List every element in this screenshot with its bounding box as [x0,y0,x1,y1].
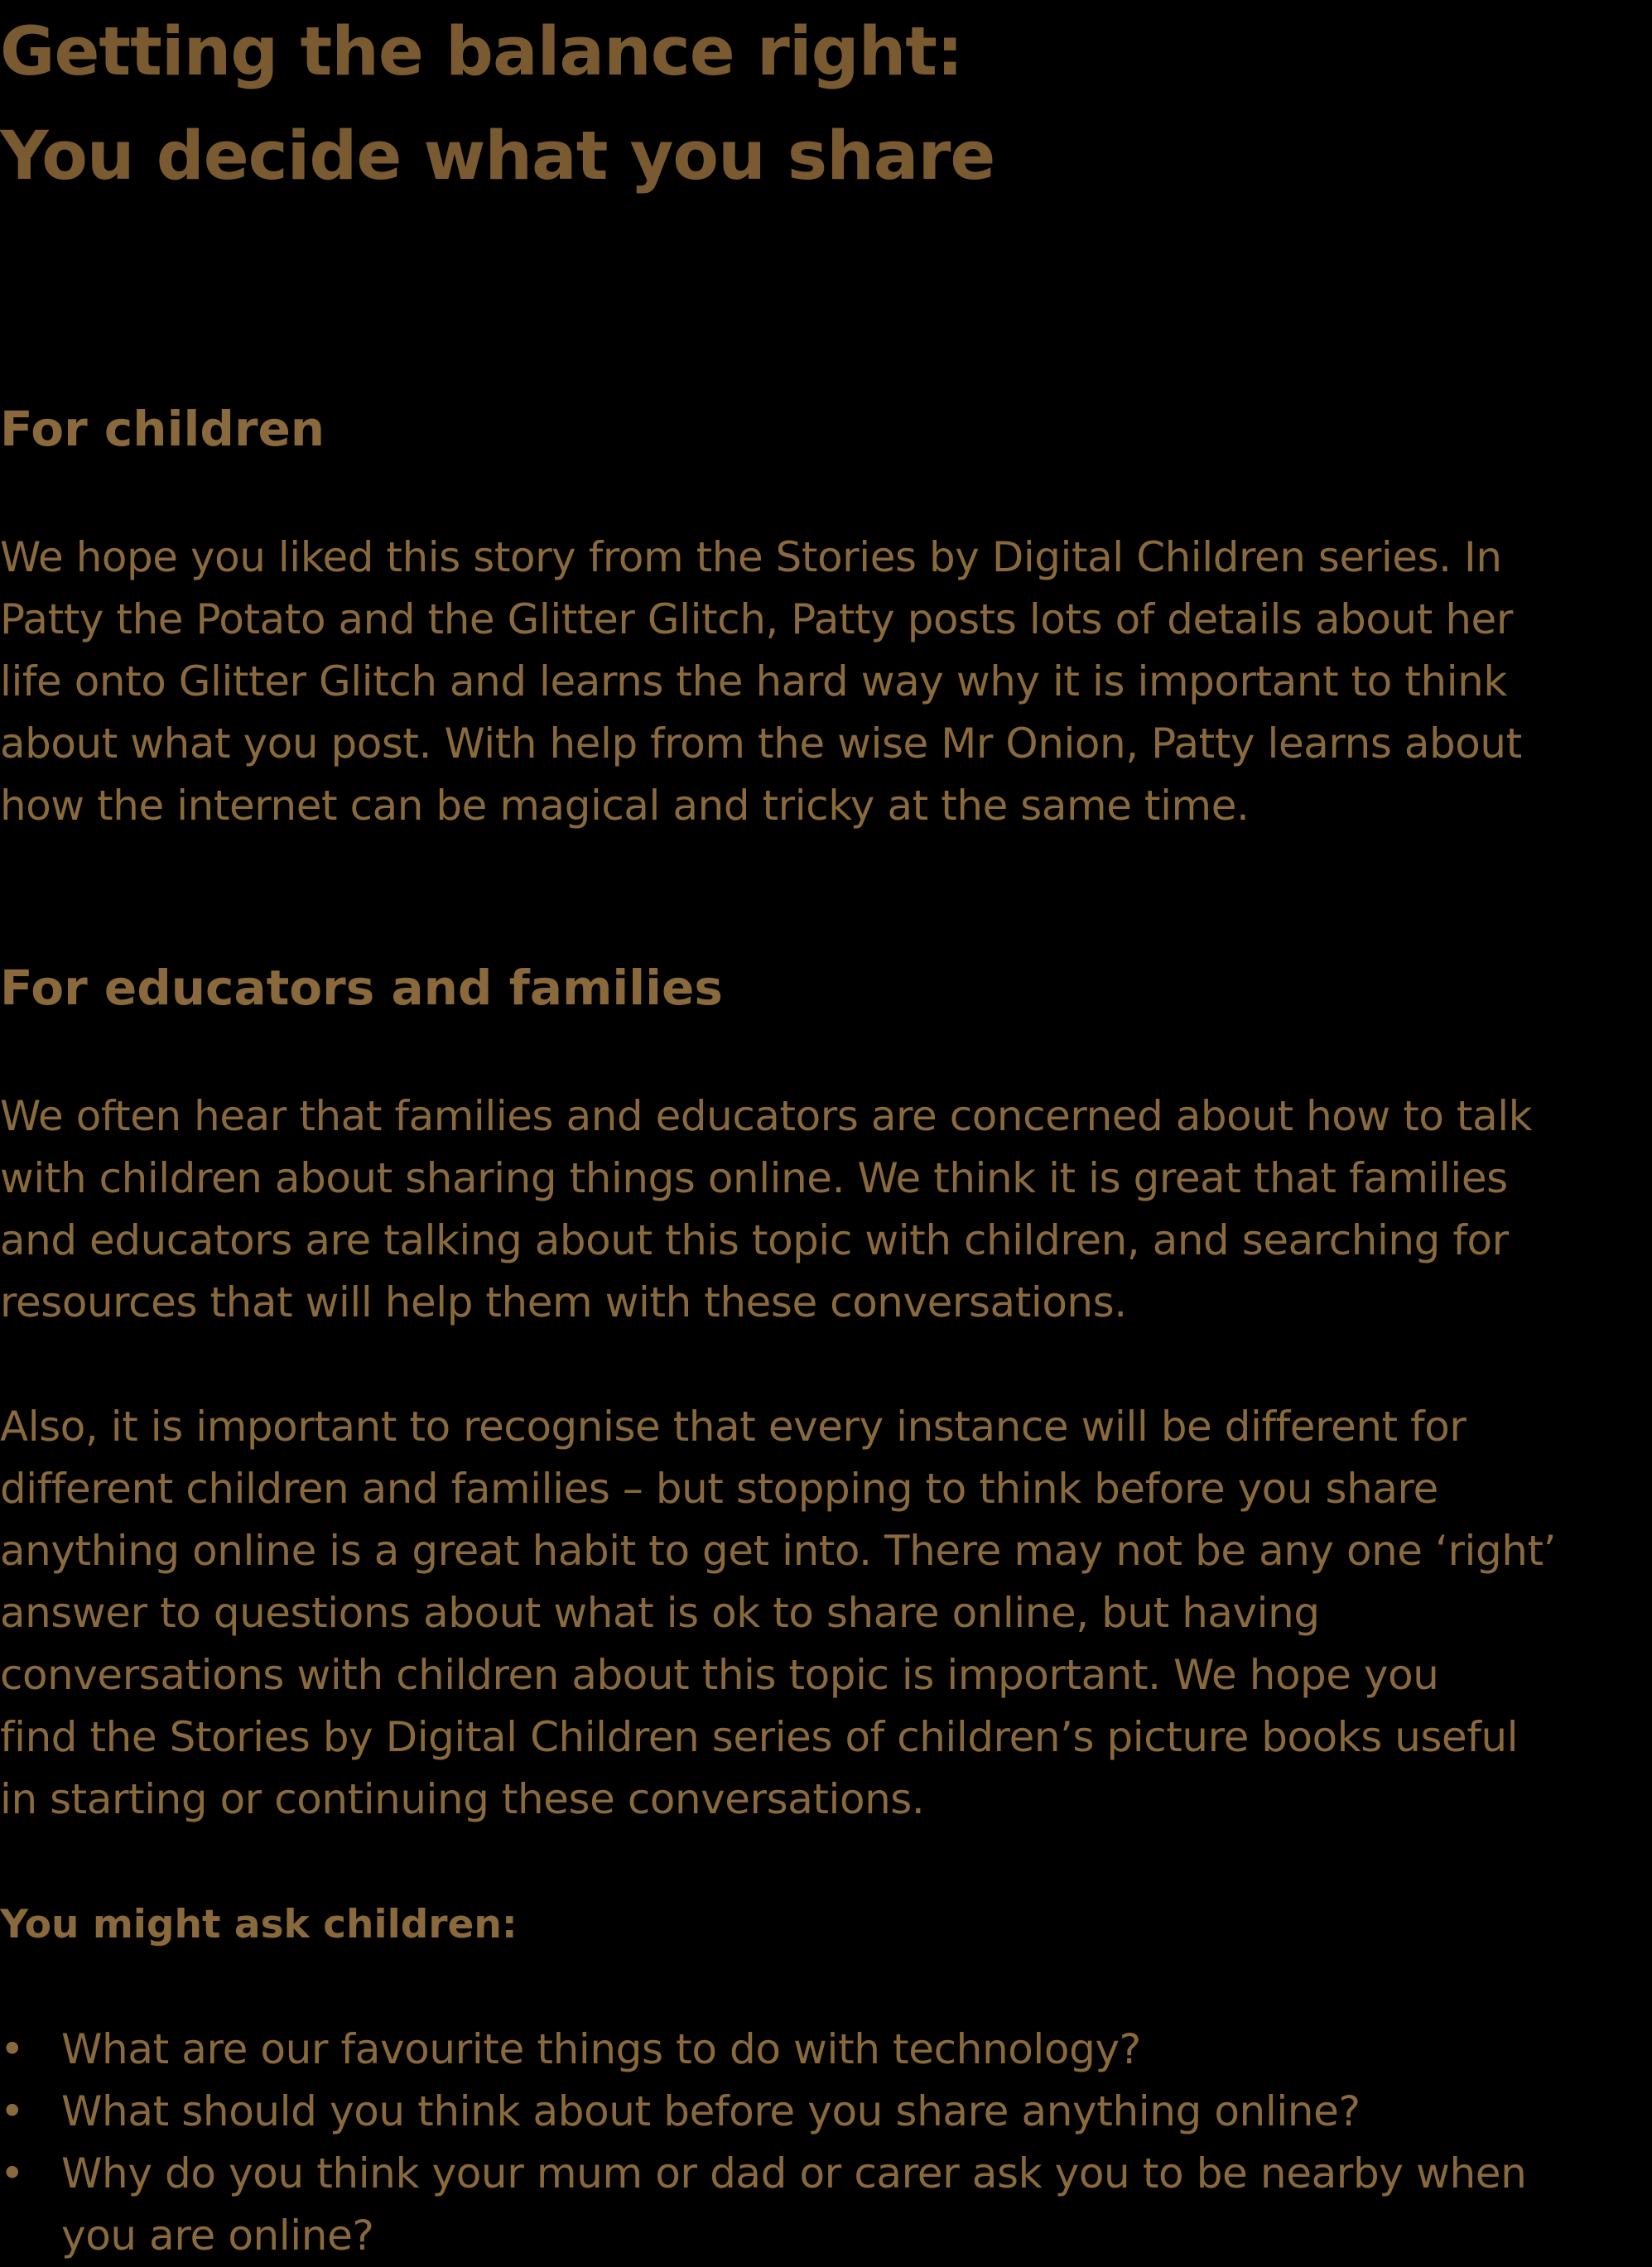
text-line: conversations with children about this topic is important. We hope you [0,1651,1439,1699]
text-line: and educators are talking about this topic with children, and searching for [0,1216,1509,1264]
list-item [0,2081,1526,2143]
text-line: Also, it is important to recognise that every instance will be different for [0,1403,1467,1451]
list-item-text: you are online? [61,2212,374,2260]
text-line: answer to questions about what is ok to share online, but having [0,1589,1320,1637]
list-item-text: What should you think about before you share anything online? [61,2087,1361,2135]
text-line: how the internet can be magical and tricky at the same time. [0,782,1250,830]
educators-paragraph-1 [0,1085,1652,1334]
text-line: We often hear that families and educators are concerned about how to talk [0,1092,1533,1140]
text-line: We hope you liked this story from the Stories by Digital Children series. In [0,533,1502,581]
text-line: about what you post. With help from the wise Mr Onion, Patty learns about [0,720,1522,768]
heading-you-might-ask: You might ask children: [0,1902,518,1947]
text-line: Patty the Potato and the Glitter Glitch, Patty posts lots of details about her [0,595,1513,643]
heading-for-children: For children [0,401,325,457]
questions-list [0,2019,1526,2267]
list-item-text: Why do you think your mum or dad or carer ask you to be nearby when [61,2149,1527,2197]
text-line: with children about sharing things online. We think it is great that families [0,1154,1508,1202]
list-item [0,2143,1526,2267]
bullet-icon: • [0,2025,25,2073]
children-paragraph [0,527,1652,837]
bullet-icon: • [0,2087,25,2135]
text-line: find the Stories by Digital Children series of children’s picture books useful [0,1713,1519,1761]
page-title [0,0,995,209]
text-line: anything online is a great habit to get into. There may not be any one ‘right’ [0,1527,1557,1575]
bullet-icon: • [0,2149,25,2197]
text-line: in starting or continuing these conversations. [0,1775,925,1823]
educators-paragraph-2 [0,1396,1652,1831]
list-item-text: What are our favourite things to do with technology? [61,2025,1141,2073]
text-line: different children and families – but stopping to think before you share [0,1465,1438,1513]
title-line-2: You decide what you share [0,118,995,195]
text-line: life onto Glitter Glitch and learns the hard way why it is important to think [0,657,1507,705]
list-item [0,2019,1526,2081]
heading-for-educators-and-families: For educators and families [0,960,723,1016]
text-line: resources that will help them with these conversations. [0,1278,1127,1326]
title-line-1: Getting the balance right: [0,13,963,91]
